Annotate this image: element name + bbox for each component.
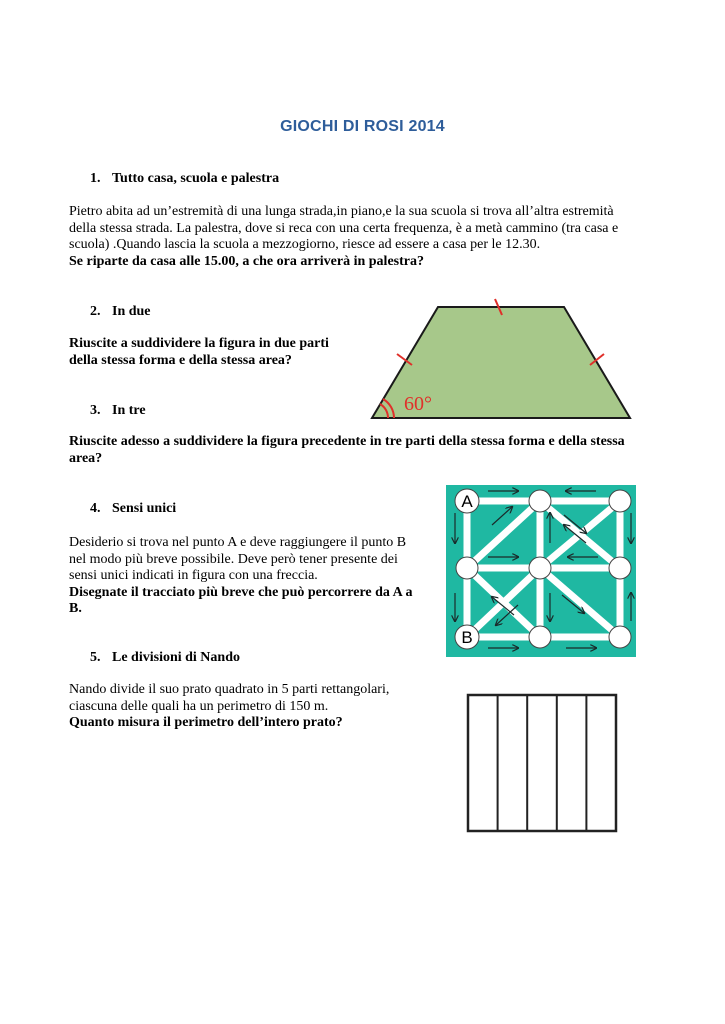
problem-1-line: della stessa strada. La palestra, dove si reca con una certa frequenza, è a metà cammino (tra casa e [69,220,619,236]
problem-3-heading [90,403,146,419]
divided-square-figure [466,693,620,833]
problem-2-line: della stessa forma e della stessa area? [69,352,292,368]
angle-label: 60° [404,393,432,415]
problem-5-text [69,682,449,732]
problem-5-number: 5. [90,650,101,665]
problem-3-line: area? [69,450,103,466]
point-b-label: B [461,628,473,647]
problem-5-title: Le divisioni di Nando [112,650,240,665]
problem-3-line: Riuscite adesso a suddividere la figura precedente in tre parti della stessa forma e della stessa [69,434,625,449]
problem-1-text [69,204,709,270]
problem-4-number: 4. [90,501,101,516]
one-way-grid-figure [446,485,636,657]
problem-3-question [69,434,709,467]
problem-1-line: Pietro abita ad un’estremità di una lunga strada,in piano,e la sua scuola si trova all’altra estremità [69,204,614,219]
problem-1-heading [90,171,279,187]
problem-4-heading [90,501,176,517]
problem-2-number: 2. [90,304,101,319]
problem-1-number: 1. [90,171,101,186]
problem-2-line: Riuscite a suddividere la figura in due parti [69,336,329,351]
trapezoid-figure [368,296,638,424]
problem-4-question-line: Disegnate il tracciato più breve che può percorrere da A a [69,584,413,600]
problem-5-line: Nando divide il suo prato quadrato in 5 parti rettangolari, [69,682,390,697]
problem-4-line: sensi unici indicati in figura con una freccia. [69,568,318,583]
square-outline [468,695,616,831]
problem-5-question: Quanto misura il perimetro dell’intero prato? [69,715,343,730]
problem-4-text [69,535,439,618]
problem-5-heading [90,650,240,666]
problem-3-number: 3. [90,403,101,418]
problem-3-title: In tre [112,403,146,418]
problem-2-question [69,336,369,369]
problem-4-line: Desiderio si trova nel punto A e deve raggiungere il punto B [69,535,407,550]
point-a-label: A [461,492,473,511]
problem-5-line: ciascuna delle quali ha un perimetro di 150 m. [69,698,329,714]
problem-1-question: Se riparte da casa alle 15.00, a che ora arriverà in palestra? [69,253,424,269]
problem-2-title: In due [112,304,151,319]
problem-2-heading [90,304,151,320]
problem-4-question-line: B. [69,601,82,616]
problem-4-line: nel modo più breve possibile. Deve però tener presente dei [69,551,398,567]
page-title: GIOCHI DI ROSI 2014 [280,118,445,135]
problem-1-line: scuola) .Quando lascia la scuola a mezzogiorno, riesce ad essere a casa per le 12.30. [69,237,541,252]
problem-1-title: Tutto casa, scuola e palestra [112,171,280,186]
problem-4-title: Sensi unici [112,501,177,516]
